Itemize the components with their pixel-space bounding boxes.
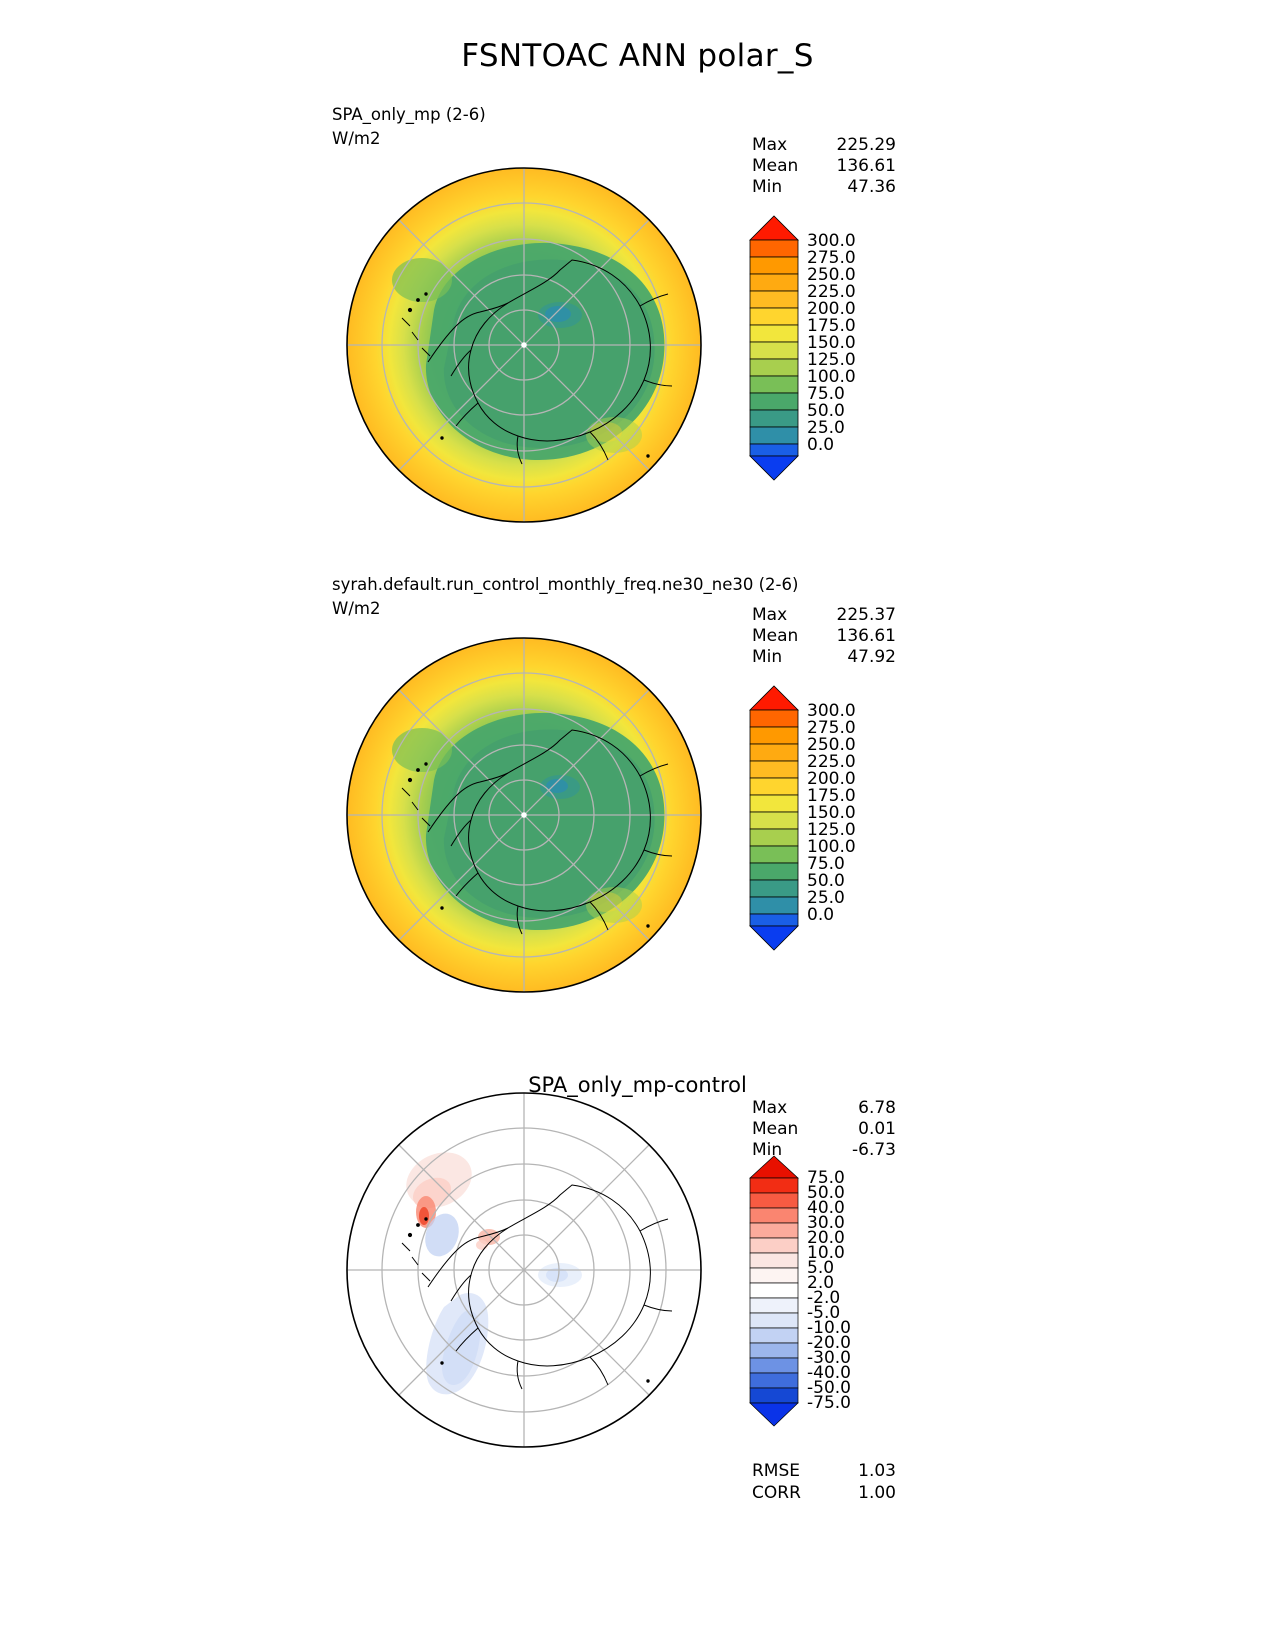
colorbar-label: 300.0 xyxy=(807,701,856,721)
stat-value: 136.61 xyxy=(836,156,896,176)
panel-middle-stats xyxy=(752,605,896,668)
stat-label: Max xyxy=(752,1098,788,1118)
stat-value: -6.73 xyxy=(852,1140,896,1160)
colorbar-label: 50.0 xyxy=(807,1183,845,1203)
colorbar-label: 275.0 xyxy=(807,248,856,268)
stat-row xyxy=(752,156,896,177)
colorbar-label: 50.0 xyxy=(807,871,845,891)
colorbar-label: 100.0 xyxy=(807,837,856,857)
panel-middle xyxy=(0,470,1275,1030)
stat-row xyxy=(752,1482,896,1504)
colorbar-label: 150.0 xyxy=(807,333,856,353)
colorbar-label: -75.0 xyxy=(807,1393,851,1413)
stat-row xyxy=(752,626,896,647)
panel-difference-footer-stats xyxy=(752,1460,896,1504)
panel-top-units: W/m2 xyxy=(332,129,381,148)
colorbar-label: 250.0 xyxy=(807,265,856,285)
panel-difference xyxy=(0,1020,1275,1640)
stat-label: Max xyxy=(752,135,788,155)
colorbar-label: 300.0 xyxy=(807,231,856,251)
stat-value: 225.29 xyxy=(836,135,896,155)
stat-label: Mean xyxy=(752,156,799,176)
stat-label: Mean xyxy=(752,1119,799,1139)
colorbar-label: 250.0 xyxy=(807,735,856,755)
colorbar-label: 50.0 xyxy=(807,401,845,421)
stat-value: 136.61 xyxy=(836,626,896,646)
colorbar-label: -30.0 xyxy=(807,1348,851,1368)
colorbar-label: 150.0 xyxy=(807,803,856,823)
colorbar-label: -40.0 xyxy=(807,1363,851,1383)
colorbar-difference xyxy=(745,1154,851,1434)
colorbar-label: 10.0 xyxy=(807,1243,845,1263)
colorbar-label: 0.0 xyxy=(807,435,835,455)
stat-row xyxy=(752,1098,896,1119)
colorbar-label: -5.0 xyxy=(807,1303,841,1323)
colorbar-label: 75.0 xyxy=(807,384,845,404)
panel-top-stats xyxy=(752,135,896,198)
colorbar-label: 225.0 xyxy=(807,282,856,302)
stat-label: Min xyxy=(752,177,783,197)
colorbar-label: 5.0 xyxy=(807,1258,835,1278)
stat-label: Mean xyxy=(752,626,799,646)
colorbar-label: 175.0 xyxy=(807,316,856,336)
stat-row xyxy=(752,1119,896,1140)
stat-value: 225.37 xyxy=(836,605,896,625)
colorbar-label: 200.0 xyxy=(807,299,856,319)
stat-label: Min xyxy=(752,647,783,667)
colorbar-label: 25.0 xyxy=(807,888,845,908)
colorbar-label: -10.0 xyxy=(807,1318,851,1338)
stat-value: 1.03 xyxy=(858,1461,896,1481)
colorbar-label: 100.0 xyxy=(807,367,856,387)
colorbar-label: 75.0 xyxy=(807,1168,845,1188)
stat-row xyxy=(752,1460,896,1482)
panel-middle-title: syrah.default.run_control_monthly_freq.ne30_ne30 (2-6) xyxy=(332,575,799,594)
colorbar-middle xyxy=(745,682,856,954)
colorbar-label: -20.0 xyxy=(807,1333,851,1353)
panel-top-title: SPA_only_mp (2-6) xyxy=(332,105,486,124)
colorbar-label: -50.0 xyxy=(807,1378,851,1398)
polar-map-difference xyxy=(314,1085,734,1455)
colorbar-label: 75.0 xyxy=(807,854,845,874)
colorbar-label: 200.0 xyxy=(807,769,856,789)
colorbar-label: -2.0 xyxy=(807,1288,841,1308)
colorbar-label: 175.0 xyxy=(807,786,856,806)
colorbar-label: 2.0 xyxy=(807,1273,835,1293)
stat-value: 0.01 xyxy=(858,1119,896,1139)
colorbar-label: 40.0 xyxy=(807,1198,845,1218)
colorbar-label: 25.0 xyxy=(807,418,845,438)
stat-label: CORR xyxy=(752,1483,801,1503)
colorbar-label: 0.0 xyxy=(807,905,835,925)
stat-value: 47.92 xyxy=(847,647,896,667)
colorbar-label: 125.0 xyxy=(807,820,856,840)
colorbar-label: 20.0 xyxy=(807,1228,845,1248)
stat-label: Max xyxy=(752,605,788,625)
colorbar-label: 275.0 xyxy=(807,718,856,738)
stat-value: 47.36 xyxy=(847,177,896,197)
stat-label: RMSE xyxy=(752,1461,801,1481)
polar-map-middle xyxy=(314,630,734,1000)
stat-row xyxy=(752,135,896,156)
panel-difference-title: SPA_only_mp-control xyxy=(528,1073,747,1097)
colorbar-label: 125.0 xyxy=(807,350,856,370)
stat-value: 6.78 xyxy=(858,1098,896,1118)
stat-value: 1.00 xyxy=(858,1483,896,1503)
stat-label: Min xyxy=(752,1140,783,1160)
page-title: FSNTOAC ANN polar_S xyxy=(461,38,814,74)
stat-row xyxy=(752,605,896,626)
colorbar-label: 225.0 xyxy=(807,752,856,772)
colorbar-top xyxy=(745,212,856,484)
panel-middle-units: W/m2 xyxy=(332,599,381,618)
graticule xyxy=(347,1093,701,1447)
stat-row xyxy=(752,177,896,198)
panel-difference-stats xyxy=(752,1098,896,1161)
stat-row xyxy=(752,647,896,668)
colorbar-label: 30.0 xyxy=(807,1213,845,1233)
